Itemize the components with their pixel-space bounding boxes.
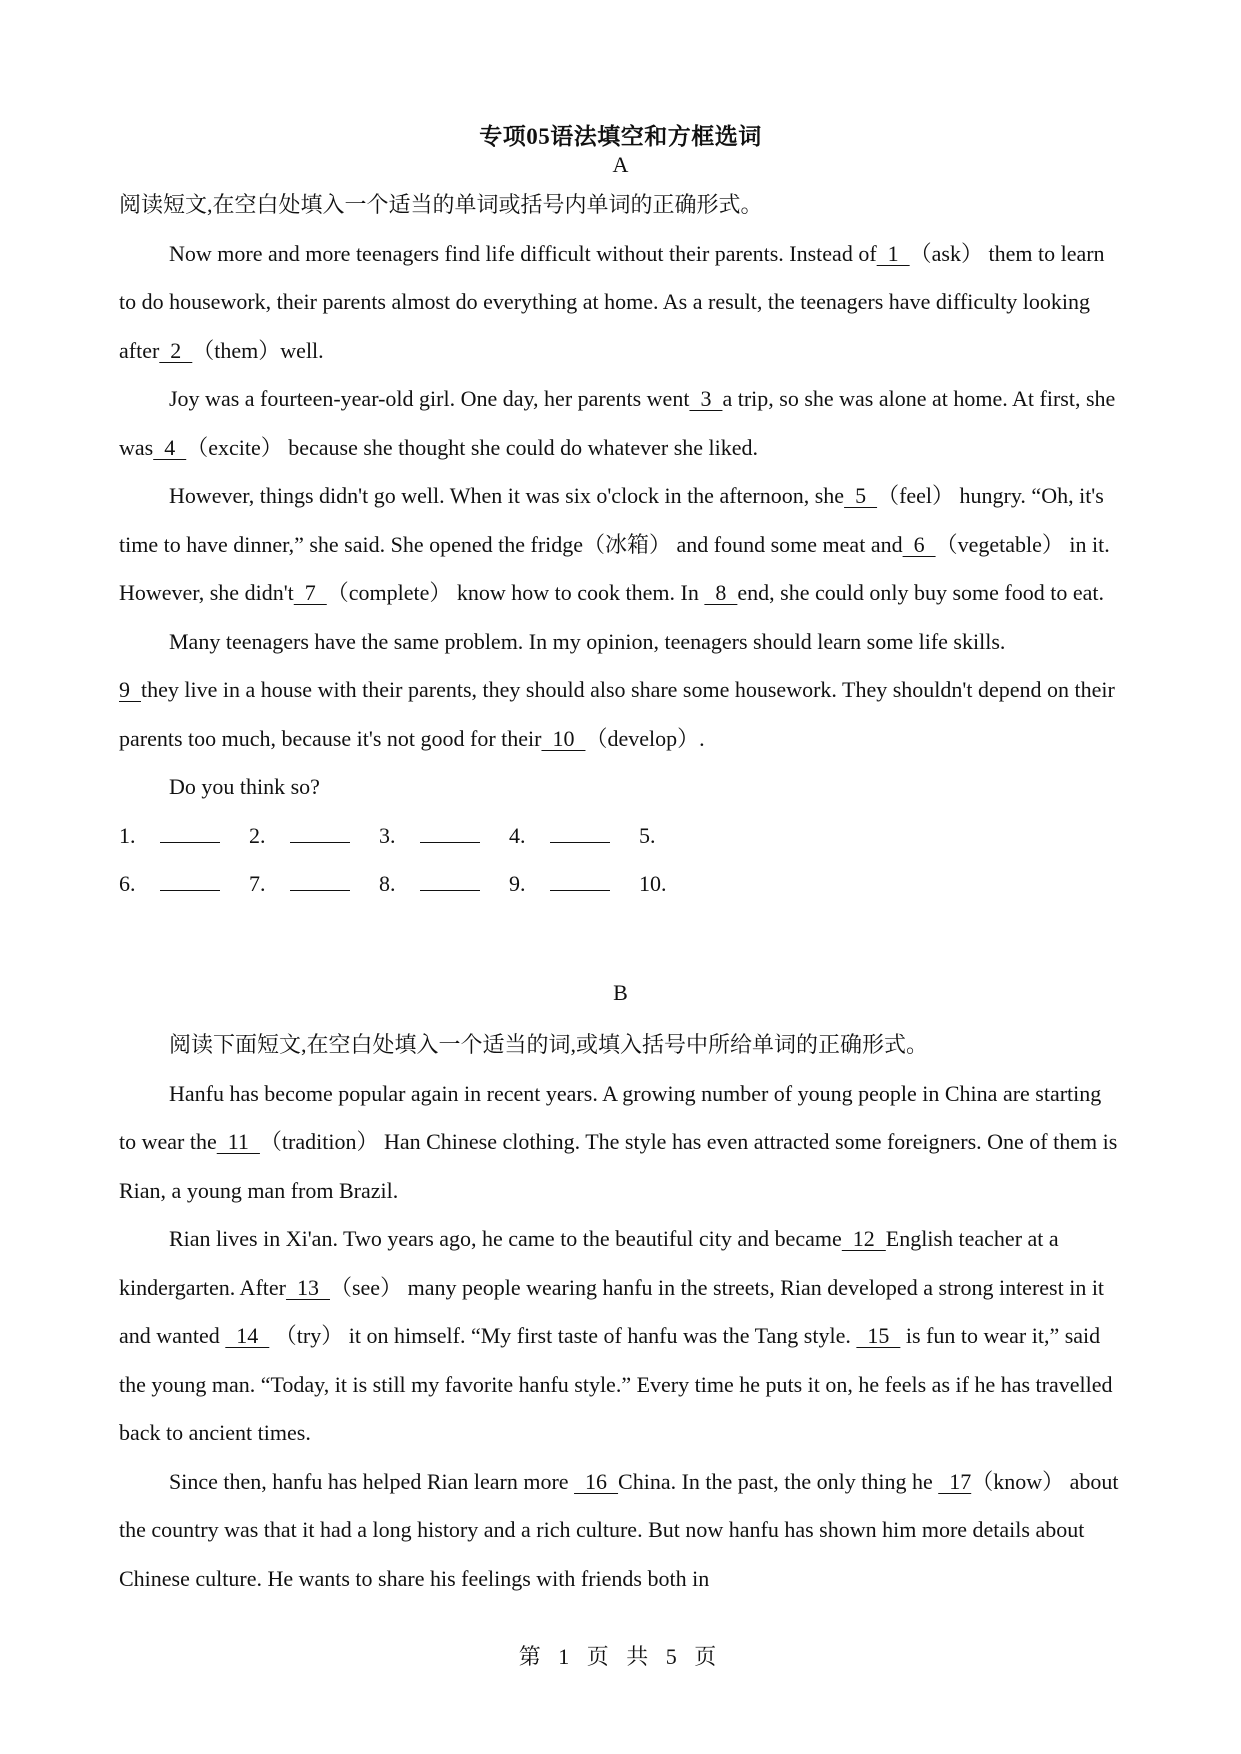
- blank-11: 11: [216, 1129, 260, 1154]
- blank-1: 1: [876, 240, 910, 266]
- section-b-body: [119, 1021, 1119, 1603]
- paragraph: Many teenagers have the same problem. In my opinion, teenagers should learn some life skills.: [169, 628, 1006, 654]
- answer-row-1: 1. 2. 3. 4. 5.: [119, 822, 656, 848]
- section-b-instruction: 阅读下面短文,在空白处填入一个适当的词,或填入括号中所给单词的正确形式。: [169, 1032, 929, 1057]
- blank-2: 2: [159, 337, 193, 363]
- blank-3: 3: [689, 386, 723, 411]
- blank-7: 7: [293, 580, 327, 605]
- blank-12: 12: [841, 1226, 886, 1251]
- answer-line: [420, 872, 480, 891]
- paragraph: Rian lives in Xi'an. Two years ago, he came to the beautiful city and became 12 English teacher at a kindergarten. After 13 （see） many people wearing hanfu in the streets, Rian developed a strong interest in it and wanted 14 （try） it on himself. “My first taste of hanfu was the Tang style. 15 is fun to wear it,” said the young man. “Today, it is still my favorite hanfu style.” Every time he puts it on, he feels as if he has travelled back to ancient times.: [119, 1226, 1113, 1445]
- blank-4: 4: [153, 434, 187, 460]
- section-b-label: B: [613, 980, 628, 1005]
- worksheet-title: 专项05语法填空和方框选词: [479, 124, 762, 149]
- answer-line: [160, 872, 220, 891]
- blank-9: 9: [119, 677, 141, 702]
- blank-13: 13: [285, 1274, 330, 1300]
- blank-14: 14: [225, 1323, 270, 1348]
- paragraph: Hanfu has become popular again in recent years. A growing number of young people in China are starting to wear the 11 （tradition） Han Chinese clothing. The style has even attracted some foreigners. One of them is Rian, a young man from Brazil.: [119, 1080, 1118, 1203]
- answer-line: [290, 824, 350, 843]
- blank-6: 6: [902, 531, 936, 557]
- paragraph: Do you think so?: [169, 774, 320, 799]
- blank-8: 8: [704, 580, 738, 605]
- paragraph: Joy was a fourteen-year-old girl. One day, her parents went 3 a trip, so she was alone at home. At first, she was 4 （excite） because she thought she could do whatever she liked.: [119, 386, 1116, 460]
- answer-line: [550, 872, 610, 891]
- blank-17: 17: [938, 1468, 972, 1494]
- paragraph: 9 they live in a house with their parents, they should also share some housework. They shouldn't depend on their parents too much, because it's not good for their 10 （develop）.: [119, 677, 1115, 751]
- page-footer: 第 1 页 共 5 页: [518, 1644, 723, 1669]
- paragraph: Since then, hanfu has helped Rian learn more 16 China. In the past, the only thing he 17（know） about the country was that it had a long history and a rich culture. But now hanfu has shown him more details about Chinese culture. He wants to share his feelings with friends both in: [119, 1468, 1119, 1591]
- section-a-instruction: 阅读短文,在空白处填入一个适当的单词或括号内单词的正确形式。: [119, 192, 763, 217]
- answer-line: [550, 824, 610, 843]
- answer-line: [160, 824, 220, 843]
- answer-row-2: 6. 7. 8. 9. 10.: [119, 870, 667, 896]
- blank-5: 5: [844, 483, 878, 508]
- section-a-body: [119, 181, 1119, 908]
- section-a-label: A: [612, 152, 629, 177]
- answer-line: [290, 872, 350, 891]
- blank-16: 16: [574, 1468, 619, 1494]
- paragraph: However, things didn't go well. When it was six o'clock in the afternoon, she 5 （feel） hungry. “Oh, it's time to have dinner,” she said. She opened the fridge（冰箱） and found some meat and 6 （vegetable） in it. However, she didn't 7 （complete） know how to cook them. In 8 end, she could only buy some food to eat.: [119, 483, 1110, 605]
- paragraph: Now more and more teenagers find life difficult without their parents. Instead of 1 （ask） them to learn to do housework, their parents almost do everything at home. As a result, the teenagers have difficulty looking after 2 （them）well.: [119, 240, 1105, 363]
- blank-10: 10: [541, 725, 586, 751]
- blank-15: 15: [856, 1323, 901, 1348]
- answer-line: [420, 824, 480, 843]
